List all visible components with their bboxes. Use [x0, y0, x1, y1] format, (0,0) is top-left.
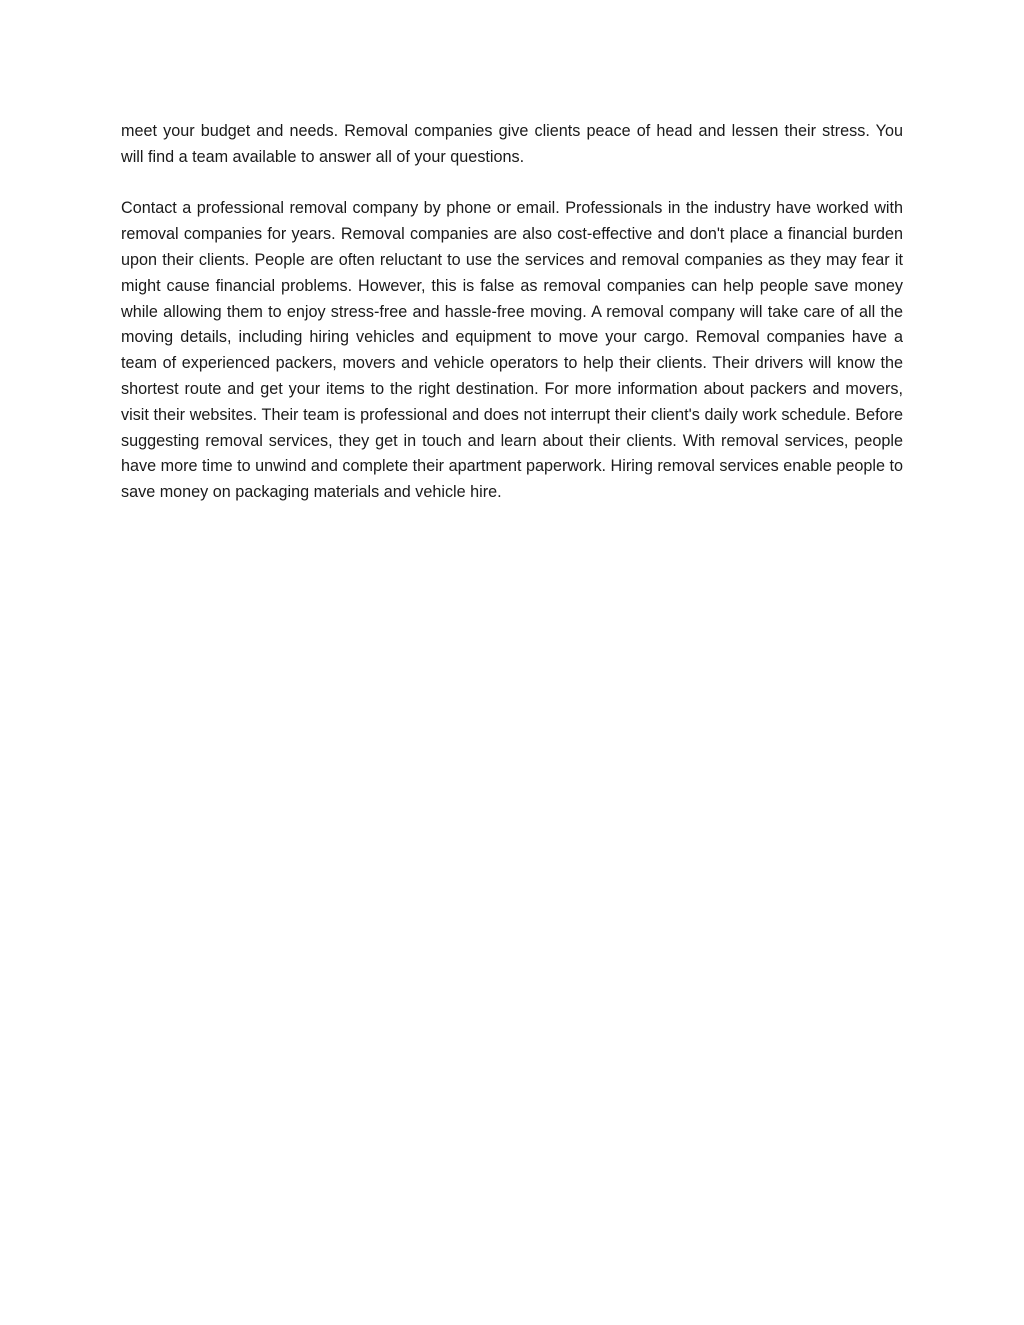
paragraph-contact-removal-company: Contact a professional removal company by phone or email. Professionals in the industry have worked with removal companies for years. Removal companies are also cost-effective and don't place a financial burden upon their clients. People are often reluctant to use the services and removal companies as they may fear it might cause financial problems. However, this is false as removal companies can help people save money while allowing them to enjoy stress-free and hassle-free moving. A removal company will take care of all the moving details, including hiring vehicles and equipment to move your cargo. Removal companies have a team of experienced packers, movers and vehicle operators to help their clients. Their drivers will know the shortest route and get your items to the right destination. For more information about packers and movers, visit their websites. Their team is professional and does not interrupt their client's daily work schedule. Before suggesting removal services, they get in touch and learn about their clients. With removal services, people have more time to unwind and complete their apartment paperwork. Hiring removal services enable people to save money on packaging materials and vehicle hire. [121, 199, 903, 502]
paragraph-continuation: meet your budget and needs. Removal companies give clients peace of head and lessen their stress. You will find a team available to answer all of your questions. [121, 122, 903, 166]
document-body [121, 119, 903, 532]
